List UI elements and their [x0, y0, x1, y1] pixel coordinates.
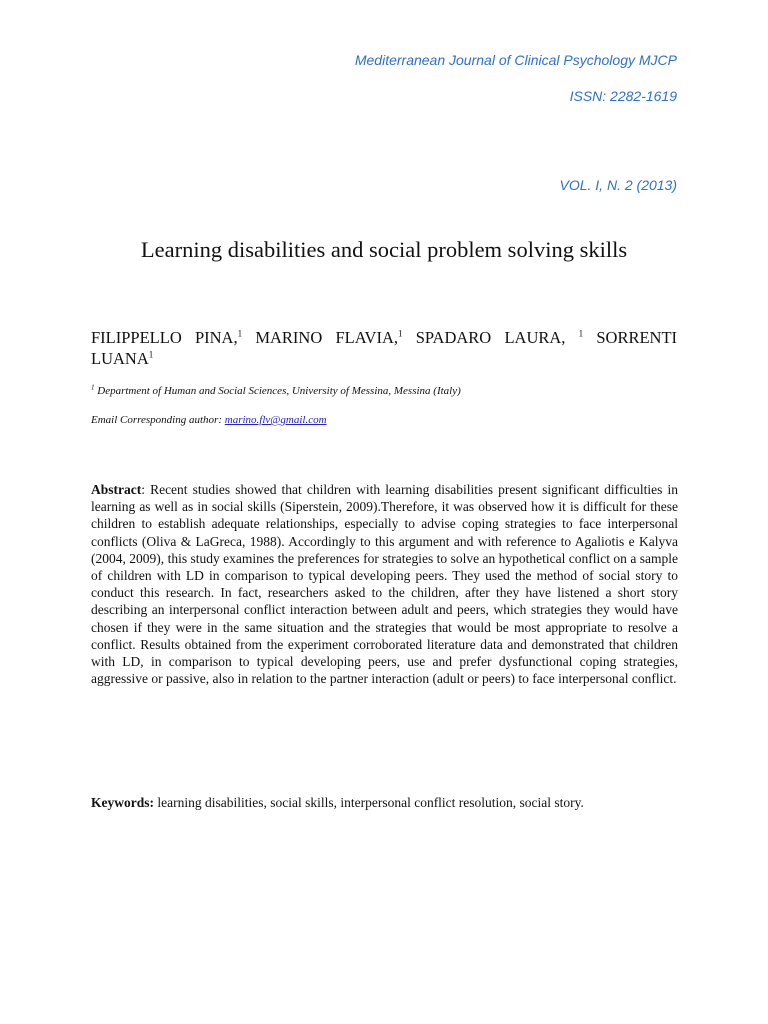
- author-name: SPADARO LAURA,: [415, 328, 566, 347]
- abstract: [91, 481, 678, 687]
- keywords: [91, 795, 691, 811]
- author-name: MARINO FLAVIA,: [255, 328, 398, 347]
- affiliation-text: Department of Human and Social Sciences, University of Messina, Messina (Italy): [97, 385, 461, 397]
- volume-issue: VOL. I, N. 2 (2013): [559, 177, 677, 193]
- email-link[interactable]: marino.flv@gmail.com: [224, 414, 327, 426]
- paper-title: Learning disabilities and social problem solving skills: [140, 237, 628, 262]
- author-affiliation-mark: 1: [237, 328, 243, 339]
- author-name: FILIPPELLO PINA,: [91, 328, 238, 347]
- corresponding-email: [91, 414, 691, 426]
- issn: ISSN: 2282-1619: [569, 88, 677, 104]
- abstract-label: Abstract: [91, 482, 142, 497]
- email-label: Email Corresponding author:: [91, 414, 222, 426]
- affiliation: [91, 385, 691, 397]
- author-affiliation-mark: 1: [148, 349, 154, 360]
- affiliation-mark: 1: [91, 383, 95, 392]
- journal-name: Mediterranean Journal of Clinical Psychology MJCP: [354, 52, 677, 68]
- keywords-text: learning disabilities, social skills, interpersonal conflict resolution, social story.: [154, 795, 584, 810]
- author-affiliation-mark: 1: [397, 328, 403, 339]
- keywords-label: Keywords:: [91, 795, 154, 810]
- abstract-text: : Recent studies showed that children with learning disabilities present significant difficulties in learning as well as in social skills (Siperstein, 2009).Therefore, it was observed how it is difficult for these children to establish adequate relationships, especially to advise coping strategies to face interpersonal conflicts (Oliva & LaGreca, 1988). Accordingly to this argument and with reference to Agaliotis e Kalyva (2004, 2009), this study examines the preferences for strategies to solve an hypothetical conflict on a sample of children with LD in comparison to typical developing peers. They used the method of social story to conduct this research. In fact, researchers asked to the children, after they have listened a short story describing an interpersonal conflict interaction between adult and peers, which strategies they would have chosen if they were in the same situation and the strategies that would be most appropriate to resolve a conflict. Results obtained from the experiment corroborated literature data and demonstrated that children with LD, in comparison to typical developing peers, use and prefer dysfunctional coping strategies, aggressive or passive, also in relation to the partner interaction (adult or peers) to face interpersonal conflict.: [91, 482, 678, 687]
- author-affiliation-mark: 1: [578, 328, 584, 339]
- author-list: [91, 327, 677, 369]
- author-name: SORRENTI LUANA: [91, 328, 678, 368]
